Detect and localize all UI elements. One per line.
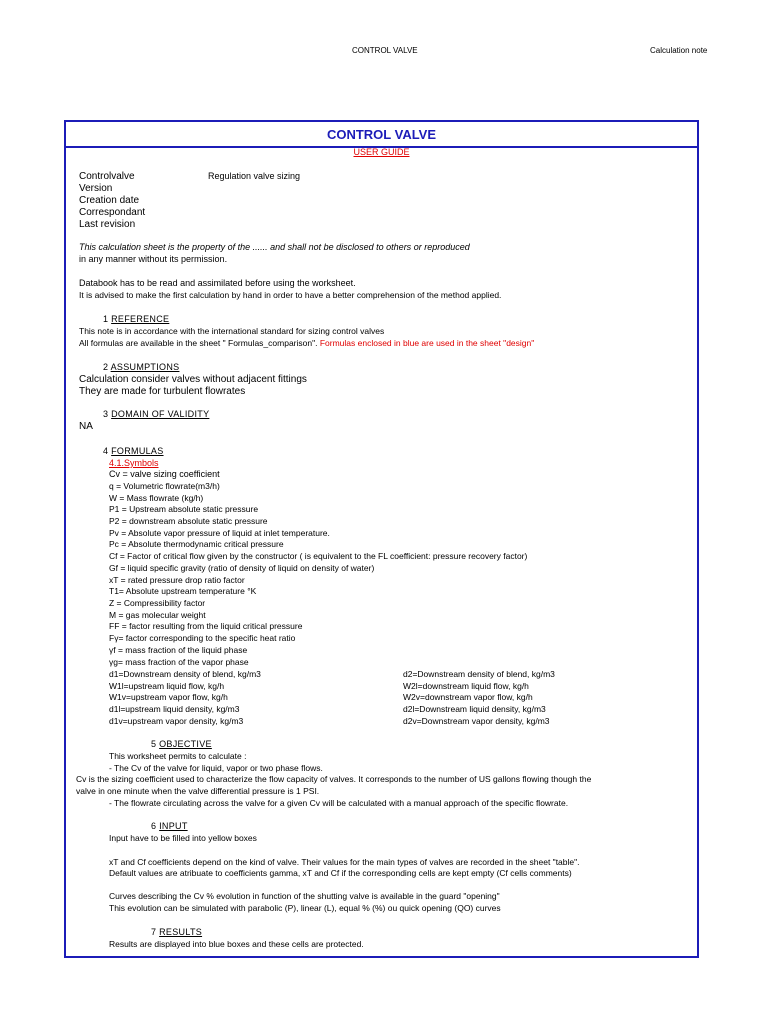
section-1-line-2: [79, 339, 534, 348]
section-4-subtitle: 4.1.Symbols: [109, 458, 159, 468]
symbol-item: γg= mass fraction of the vapor phase: [109, 657, 249, 667]
section-1-title: REFERENCE: [111, 314, 170, 324]
symbol-item: Cf = Factor of critical flow given by the constructor ( is equivalent to the FL coefficient: pressure recovery factor): [109, 551, 528, 561]
symbol-item: q = Volumetric flowrate(m3/h): [109, 481, 220, 491]
section-1-number: 1: [103, 314, 109, 324]
section-2-title: ASSUMPTIONS: [110, 362, 180, 372]
section-5-line-1: This worksheet permits to calculate :: [109, 751, 247, 761]
pair-right: d2v=Downstream vapor density, kg/m3: [403, 716, 550, 726]
pair-right: d2l=Downstream liquid density, kg/m3: [403, 704, 546, 714]
section-4-title: FORMULAS: [111, 446, 164, 456]
section-6-line-3: Default values are atribuate to coefficients gamma, xT and Cf if the corresponding cells are kept empty (Cf cells comments): [109, 868, 572, 878]
user-guide-label: USER GUIDE: [353, 147, 410, 157]
field-creation-date: Creation date: [79, 195, 140, 206]
symbol-item: P1 = Upstream absolute static pressure: [109, 504, 259, 514]
section-4-heading: [103, 447, 164, 456]
pair-left: W1v=upstream vapor flow, kg/h: [109, 692, 228, 702]
field-last-revision: Last revision: [79, 219, 136, 230]
section-1-heading: [103, 315, 169, 324]
section-3-heading: [103, 410, 209, 419]
section-6-number: 6: [151, 821, 157, 831]
doc-title: CONTROL VALVE: [326, 127, 437, 142]
pair-left: d1=Downstream density of blend, kg/m3: [109, 669, 261, 679]
section-5-heading: [151, 740, 212, 749]
pair-left: W1l=upstream liquid flow, kg/h: [109, 681, 225, 691]
section-3-line-1: NA: [79, 421, 93, 432]
symbol-item: xT = rated pressure drop ratio factor: [109, 575, 245, 585]
pair-left: d1v=upstream vapor density, kg/m3: [109, 716, 244, 726]
section-6-line-1: Input have to be filled into yellow boxes: [109, 833, 257, 843]
section-5-title: OBJECTIVE: [159, 739, 212, 749]
pair-right: W2l=downstream liquid flow, kg/h: [403, 681, 529, 691]
section-4-number: 4: [103, 446, 109, 456]
symbol-item: Pc = Absolute thermodynamic critical pressure: [109, 539, 284, 549]
section-6-line-4: Curves describing the Cv % evolution in function of the shutting valve is available in the guard "opening": [109, 891, 500, 901]
property-line-2: in any manner without its permission.: [79, 254, 228, 264]
section-7-line-1: Results are displayed into blue boxes and these cells are protected.: [109, 939, 364, 949]
section-1-line-2a: All formulas are available in the sheet " Formulas_comparison".: [79, 338, 320, 348]
symbol-item: T1= Absolute upstream temperature °K: [109, 586, 257, 596]
property-line-1: This calculation sheet is the property of the ...... and shall not be disclosed to others or reproduced: [79, 242, 470, 252]
section-7-title: RESULTS: [159, 927, 203, 937]
pair-right: W2v=downstream vapor flow, kg/h: [403, 692, 533, 702]
document-frame: [64, 120, 699, 958]
section-5-line-5: - The flowrate circulating across the valve for a given Cv will be calculated with a manual approach of the specific flowrate.: [109, 798, 569, 808]
section-5-line-4: valve in one minute when the valve differential pressure is 1 PSI.: [76, 786, 320, 796]
header-center-title: CONTROL VALVE: [352, 46, 418, 55]
header-right-title: Calculation note: [650, 46, 708, 55]
section-2-number: 2: [103, 362, 109, 372]
symbol-item: FF = factor resulting from the liquid critical pressure: [109, 621, 303, 631]
symbol-item: Gf = liquid specific gravity (ratio of density of liquid on density of water): [109, 563, 375, 573]
field-controlvalve: Controlvalve: [79, 171, 135, 182]
section-5-number: 5: [151, 739, 157, 749]
symbol-item: M = gas molecular weight: [109, 610, 206, 620]
section-6-line-5: This evolution can be simulated with parabolic (P), linear (L), equal % (%) ou quick opening (QO) curves: [109, 903, 501, 913]
pair-left: d1l=upstream liquid density, kg/m3: [109, 704, 240, 714]
field-correspondant: Correspondant: [79, 207, 146, 218]
symbol-item: W = Mass flowrate (kg/h): [109, 493, 204, 503]
section-7-number: 7: [151, 927, 157, 937]
databook-line-1: Databook has to be read and assimilated before using the worksheet.: [79, 278, 356, 288]
section-6-heading: [151, 822, 188, 831]
section-5-line-3: Cv is the sizing coefficient used to characterize the flow capacity of valves. It corresponds to the number of US gallons flowing though the: [76, 774, 592, 784]
section-6-title: INPUT: [159, 821, 188, 831]
symbol-item: Fγ= factor corresponding to the specific heat ratio: [109, 633, 296, 643]
section-2-heading: [103, 363, 179, 372]
section-5-line-2: - The Cv of the valve for liquid, vapor or two phase flows.: [109, 763, 323, 773]
databook-line-2: It is advised to make the first calculation by hand in order to have a better comprehension of the method applied.: [79, 290, 502, 300]
section-3-title: DOMAIN OF VALIDITY: [111, 409, 210, 419]
field-version: Version: [79, 183, 113, 194]
field-controlvalve-value: Regulation valve sizing: [208, 171, 301, 181]
section-3-number: 3: [103, 409, 109, 419]
symbol-item: Cv = valve sizing coefficient: [109, 469, 220, 479]
symbol-item: Pv = Absolute vapor pressure of liquid at inlet temperature.: [109, 528, 330, 538]
symbol-item: Z = Compressibility factor: [109, 598, 206, 608]
section-7-heading: [151, 928, 202, 937]
section-2-line-1: Calculation consider valves without adjacent fittings: [79, 374, 307, 385]
pair-right: d2=Downstream density of blend, kg/m3: [403, 669, 555, 679]
symbol-item: P2 = downstream absolute static pressure: [109, 516, 268, 526]
section-6-line-2: xT and Cf coefficients depend on the kind of valve. Their values for the main types of valves are recorded in the sheet "table".: [109, 857, 580, 867]
section-2-line-2: They are made for turbulent flowrates: [79, 386, 246, 397]
section-1-line-2b: Formulas enclosed in blue are used in the sheet "design": [319, 338, 535, 348]
section-1-line-1: This note is in accordance with the international standard for sizing control valves: [79, 326, 385, 336]
symbol-item: γf = mass fraction of the liquid phase: [109, 645, 248, 655]
